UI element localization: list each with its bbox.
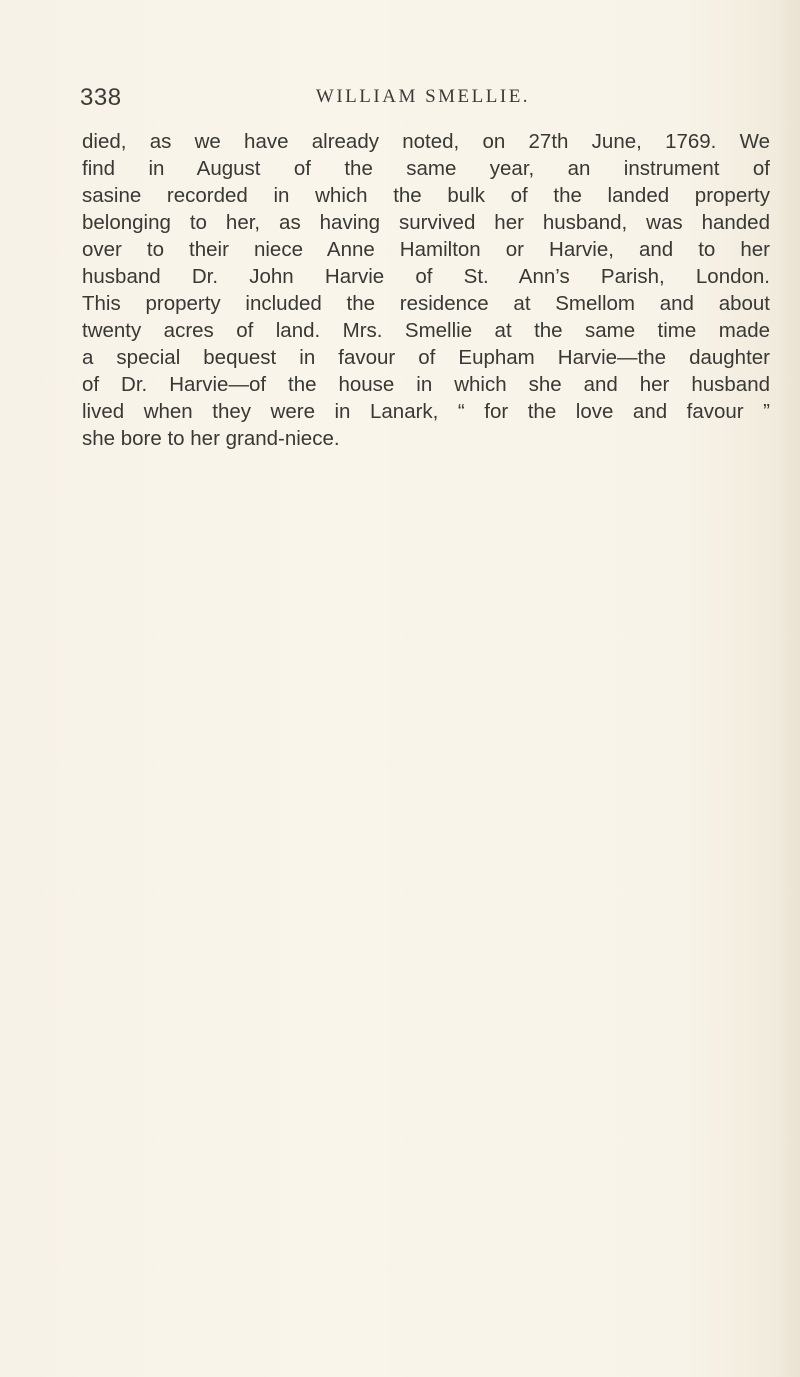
text-line: twenty acres of land. Mrs. Smellie at the same time made — [82, 319, 770, 342]
text-line: find in August of the same year, an instrument of — [82, 157, 770, 180]
running-title: WILLIAM SMELLIE. — [315, 86, 531, 107]
body-paragraph — [82, 128, 770, 452]
text-line: This property included the residence at Smellom and about — [82, 292, 770, 315]
text-line: she bore to her grand-niece. — [82, 427, 340, 450]
page-number: 338 — [80, 84, 122, 111]
text-line: sasine recorded in which the bulk of the landed property — [82, 184, 770, 207]
text-line: of Dr. Harvie—of the house in which she and her husband — [82, 373, 770, 396]
text-line: husband Dr. John Harvie of St. Ann’s Parish, London. — [82, 265, 770, 288]
text-line: over to their niece Anne Hamilton or Harvie, and to her — [82, 238, 770, 261]
text-line: a special bequest in favour of Eupham Harvie—the daughter — [82, 346, 770, 369]
text-line: lived when they were in Lanark, “ for the love and favour ” — [82, 400, 770, 423]
running-head — [80, 84, 766, 112]
text-line: belonging to her, as having survived her husband, was handed — [82, 211, 770, 234]
text-line: died, as we have already noted, on 27th June, 1769. We — [82, 130, 770, 153]
